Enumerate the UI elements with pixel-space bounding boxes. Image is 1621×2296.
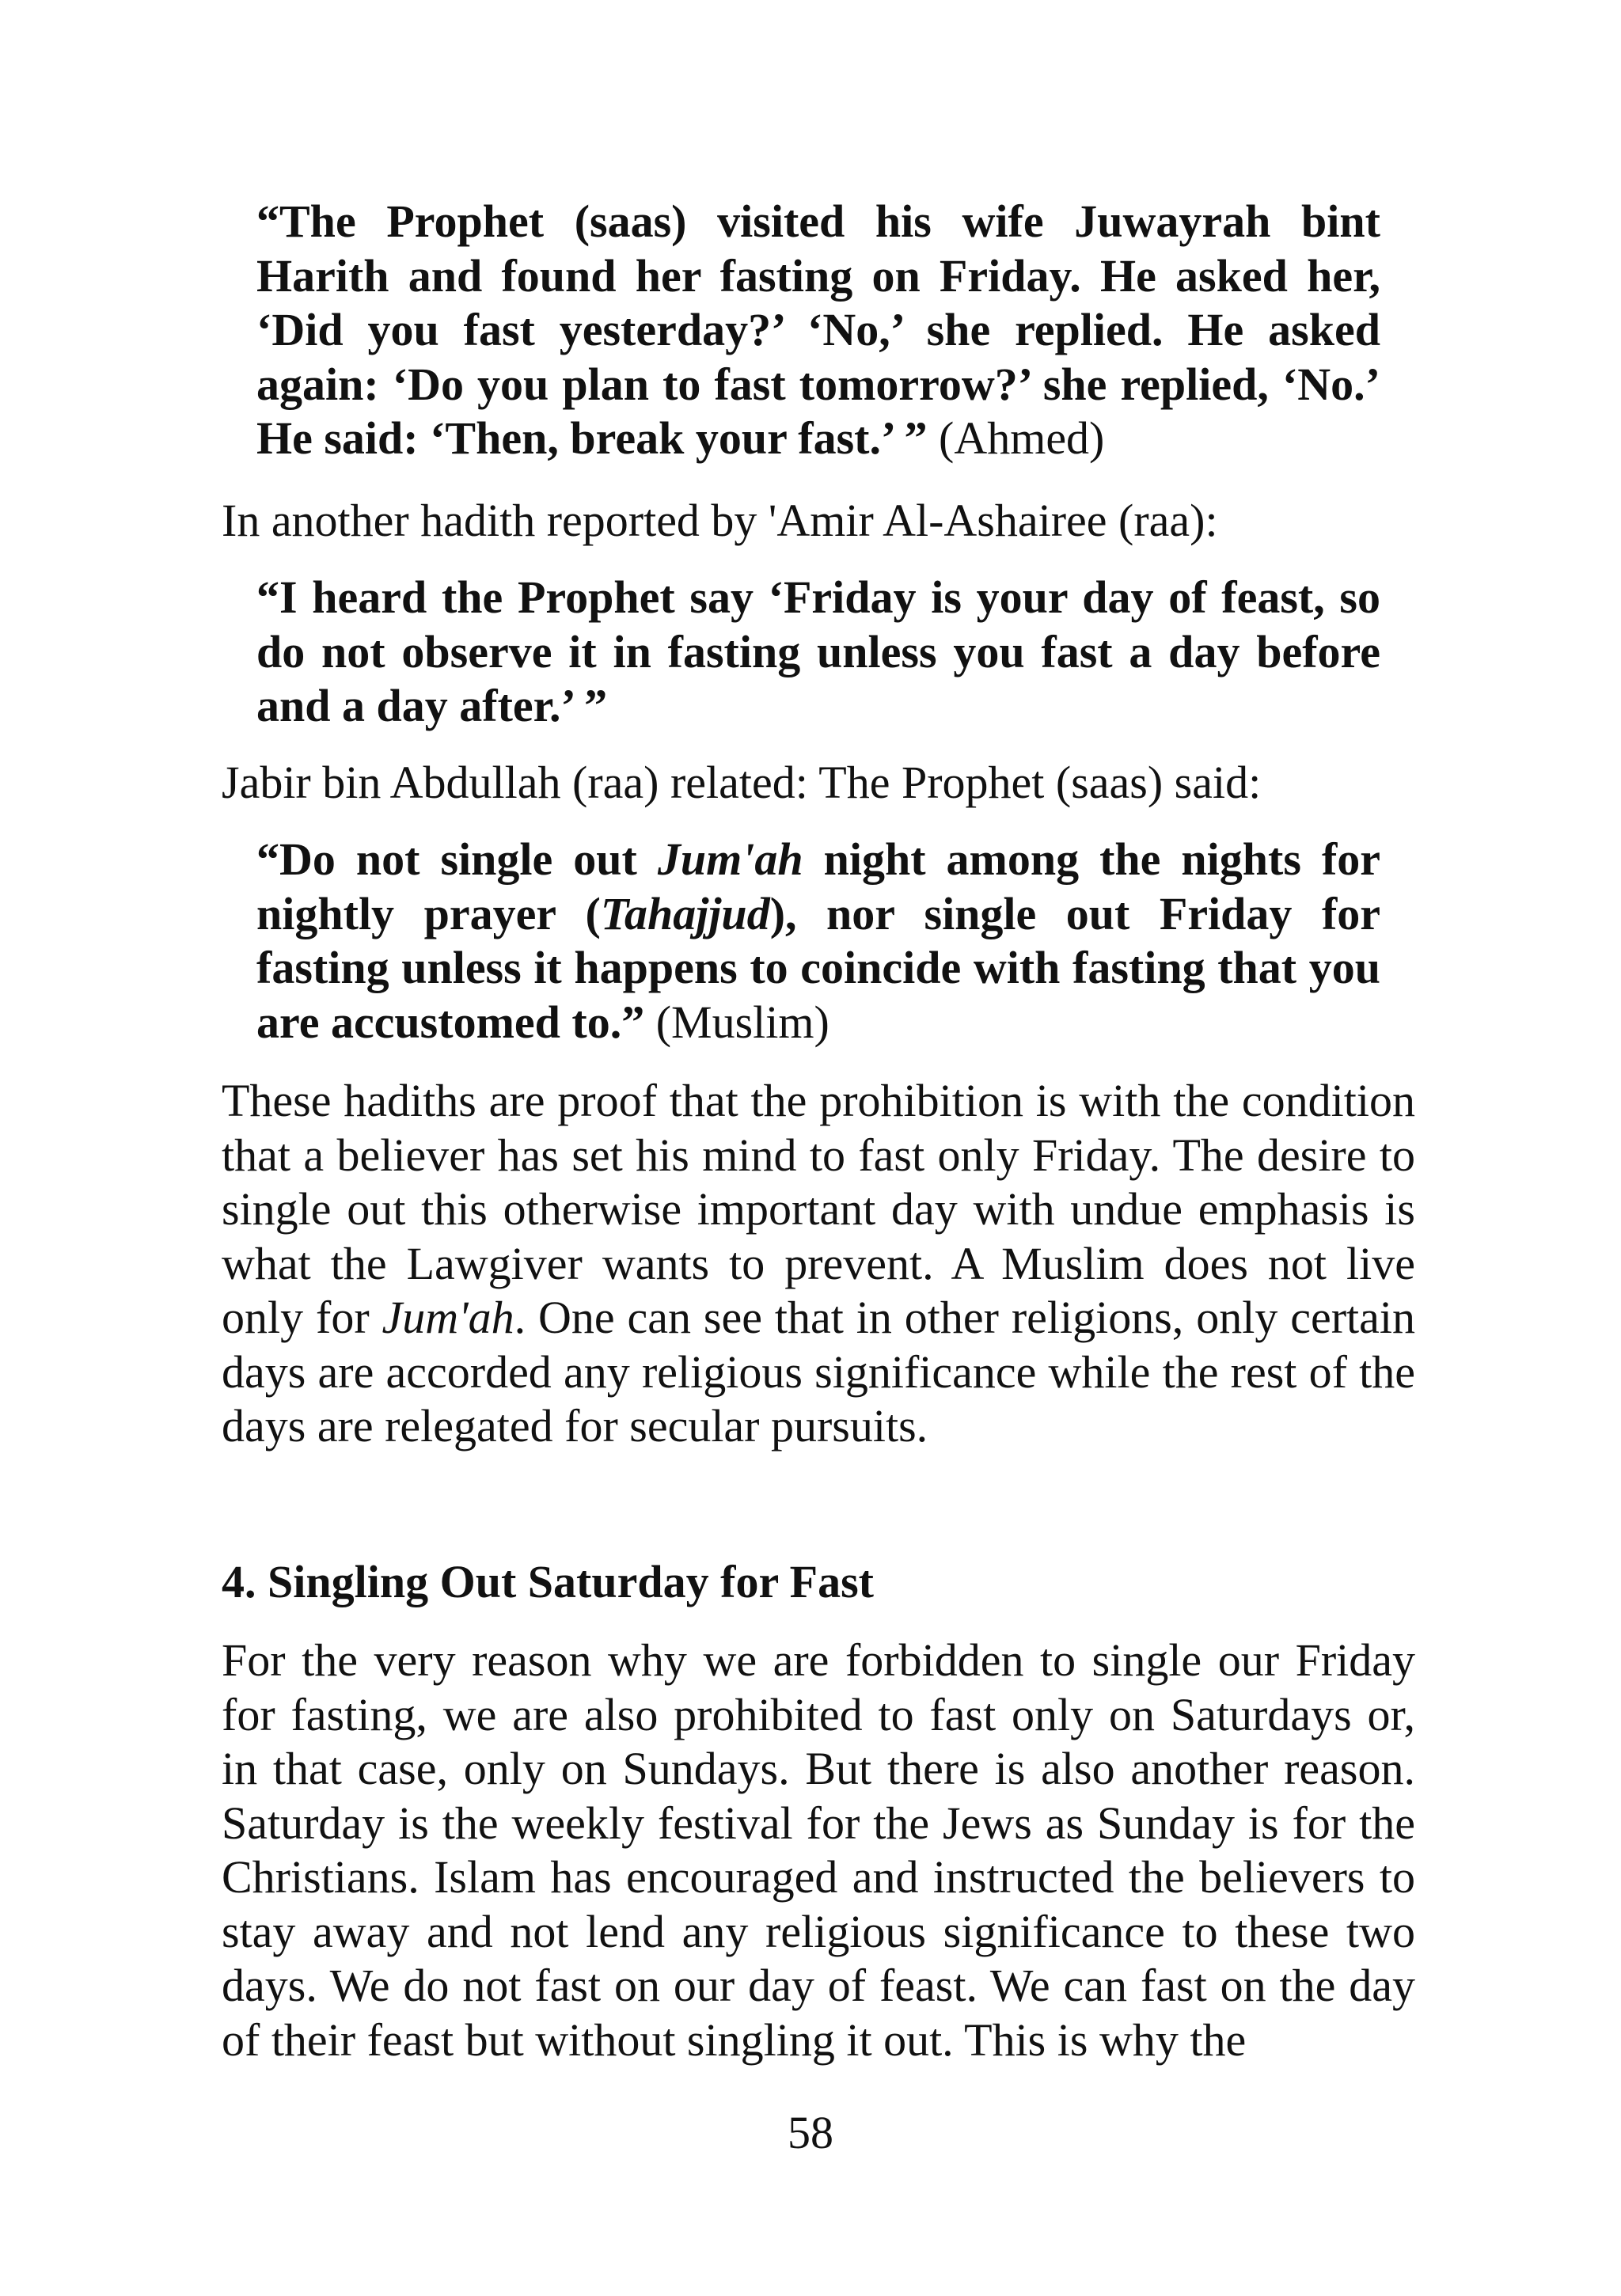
paragraph-text-part: These hadiths are proof that the prohibition is with the condition that a believer has set his mind to fast only Friday. The desire to single out this otherwise important day with undue emphasis is what the Lawgiver wants to prevent. A Muslim does not live only for: [222, 1075, 1415, 1343]
body-paragraph-prohibition: [222, 1074, 1415, 1454]
italic-term: Jum'ah: [657, 833, 803, 885]
body-paragraph-saturday: For the very reason why we are forbidden to single our Friday for fasting, we are also prohibited to fast only on Saturdays or, in that case, only on Sundays. But there is also another reason. Saturday is the weekly festival for the Jews as Sunday is for the Christians. Islam has encouraged and instructed the believers to stay away and not lend any religious significance to these two days. We do not fast on our day of feast. We can fast on the day of their feast but without singling it out. This is why the: [222, 1634, 1415, 2066]
italic-term: Tahajjud: [600, 887, 770, 939]
quote-source: (Muslim): [655, 996, 829, 1048]
hadith-quote-juwayrah: [256, 195, 1380, 466]
quote-text: “I heard the Prophet say ‘Friday is your day of feast, so do not observe it in fasting unless you fast a day before and a day after.’ ”: [256, 571, 1380, 731]
hadith-quote-friday-feast: [256, 571, 1380, 734]
italic-term: Jum'ah: [382, 1292, 514, 1343]
quote-text-part: night among the nights for nightly prayer (: [256, 833, 1381, 939]
intro-amir-al-ashairee: In another hadith reported by 'Amir Al-Ashairee (raa):: [222, 495, 1218, 546]
quote-source: (Ahmed): [939, 412, 1105, 464]
intro-jabir-bin-abdullah: Jabir bin Abdullah (raa) related: The Prophet (saas) said:: [222, 757, 1262, 808]
hadith-quote-jumah-night: [256, 833, 1380, 1049]
quote-text: “The Prophet (saas) visited his wife Juwayrah bint Harith and found her fasting on Friday. He asked her, ‘Did you fast yesterday?’ ‘No,’ she replied. He asked again: ‘Do you plan to fast tomorrow?’ she replied, ‘No.’ He said: ‘Then, break your fast.’ ”: [256, 195, 1380, 464]
page-number: 58: [788, 2107, 833, 2158]
quote-text-part: ), nor single out Friday for fasting unless it happens to coincide with fasting that you are accustomed to.”: [256, 887, 1380, 1048]
quote-text-part: “Do not single out: [256, 833, 658, 885]
section-heading: 4. Singling Out Saturday for Fast: [222, 1556, 874, 1607]
paragraph-text-part: . One can see that in other religions, only certain days are accorded any religious significance while the rest of the days are relegated for secular pursuits.: [222, 1292, 1415, 1452]
